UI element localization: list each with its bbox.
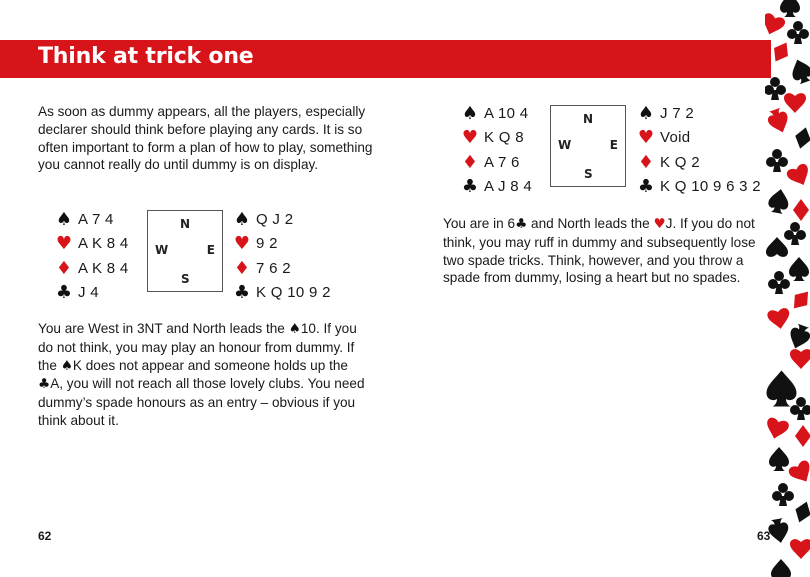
left-east-hand [230,207,331,305]
diamond-icon [793,199,809,221]
right-west-hand [458,101,532,199]
club-icon [766,149,788,172]
diamond-icon: ♦ [637,151,655,173]
compass-north: N [180,217,191,231]
east-hearts: 9 2 [256,235,278,253]
west-spades: A 10 4 [484,104,529,122]
heart-icon [790,539,810,559]
compass-east: E [206,243,215,257]
heart-icon [767,307,792,330]
west-clubs: A J 8 4 [484,178,532,196]
club-icon [765,77,786,100]
heart-icon [784,93,806,113]
spade-icon [767,371,797,407]
east-clubs: K Q 10 9 6 3 2 [660,178,761,196]
west-clubs: J 4 [78,284,99,302]
west-spades: A 7 4 [78,210,114,228]
compass-south: S [181,272,190,286]
compass-east: E [609,138,618,152]
right-east-hand [634,101,761,199]
east-hearts: Void [660,129,691,147]
body-text: J. If you do not think, you may ruff in dummy and subsequently lose two spade tricks. Think, however, and you throw a spade from dummy, losing a heart but no spades. [443,216,756,286]
heart-icon: ♥ [461,127,479,149]
club-icon [772,483,794,506]
diamond-icon: ♦ [55,257,73,279]
diamond-icon [795,425,810,447]
east-diamonds: K Q 2 [660,153,700,171]
west-diamonds: A K 8 4 [78,259,129,277]
heart-icon [766,237,788,257]
left-compass-box [147,210,223,292]
heart-icon [787,459,810,487]
spade-icon [788,56,810,85]
west-diamonds: A 7 6 [484,153,520,171]
diamond-icon [792,125,810,150]
spade-icon [771,559,791,577]
club-icon: ♣ [637,176,655,198]
club-icon [787,21,809,44]
page-title: Think at trick one [38,44,254,69]
body-text: A, you will not reach all those lovely clubs. You need dummy’s spade honours as an entry – obvious if you think about it. [38,376,365,428]
heart-icon: ♥ [55,233,73,255]
diamond-icon [769,38,794,65]
compass-west: W [558,138,572,152]
east-spades: J 7 2 [660,104,695,122]
heart-icon [765,12,786,38]
west-hearts: K Q 8 [484,129,524,147]
left-body-paragraph [38,320,373,430]
spade-icon [789,257,809,281]
diamond-icon [788,286,810,313]
heart-icon [790,349,810,369]
west-hearts: A K 8 4 [78,235,129,253]
right-body-paragraph [443,215,773,287]
heart-icon: ♥ [233,233,251,255]
spade-icon: ♠ [60,357,73,374]
compass-south: S [584,167,593,181]
east-clubs: K Q 10 9 2 [256,284,331,302]
body-text: and North leads the [527,216,654,231]
spade-icon [780,0,800,17]
spade-icon: ♠ [233,208,251,230]
diamond-icon [792,499,810,525]
spade-icon: ♠ [288,321,301,337]
page-number-left: 62 [38,529,52,543]
body-text: 10. If you do not think, you may play an honour from dummy. If the [38,321,357,373]
spade-icon [769,447,789,471]
heart-icon [785,162,810,189]
east-diamonds: 7 6 2 [256,259,291,277]
east-spades: Q J 2 [256,210,294,228]
right-compass-box [550,105,626,187]
suit-pattern-decoration [765,0,810,577]
spade-icon: ♠ [461,102,479,124]
compass-north: N [583,112,594,126]
club-icon [784,222,806,245]
diamond-icon: ♦ [233,257,251,279]
spade-icon [767,187,791,214]
heart-icon: ♥ [653,216,666,232]
club-icon: ♣ [38,376,51,393]
spade-icon [786,322,810,351]
club-icon [790,397,810,420]
diamond-icon: ♦ [461,151,479,173]
body-text: You are West in 3NT and North leads the [38,321,289,336]
heart-icon: ♥ [637,127,655,149]
body-text: You are in 6 [443,216,516,231]
club-icon: ♣ [461,176,479,198]
club-icon: ♣ [233,282,251,304]
spade-icon [765,106,792,135]
spade-icon [767,517,791,544]
club-icon: ♣ [55,282,73,304]
intro-paragraph: As soon as dummy appears, all the players, especially declarer should think before playing any cards. It is so often important to form a plan of how to play, something you cannot really do until dummy is on display. [38,104,373,173]
spade-icon: ♠ [55,208,73,230]
page-number-right: 63 [757,529,771,543]
body-text: K does not appear and someone holds up the [72,357,348,373]
heart-icon [765,417,790,442]
spade-icon: ♠ [637,102,655,124]
club-icon: ♣ [515,216,528,232]
left-west-hand [52,207,128,305]
compass-west: W [155,243,169,257]
club-icon [768,271,790,294]
title-bar [0,40,771,78]
